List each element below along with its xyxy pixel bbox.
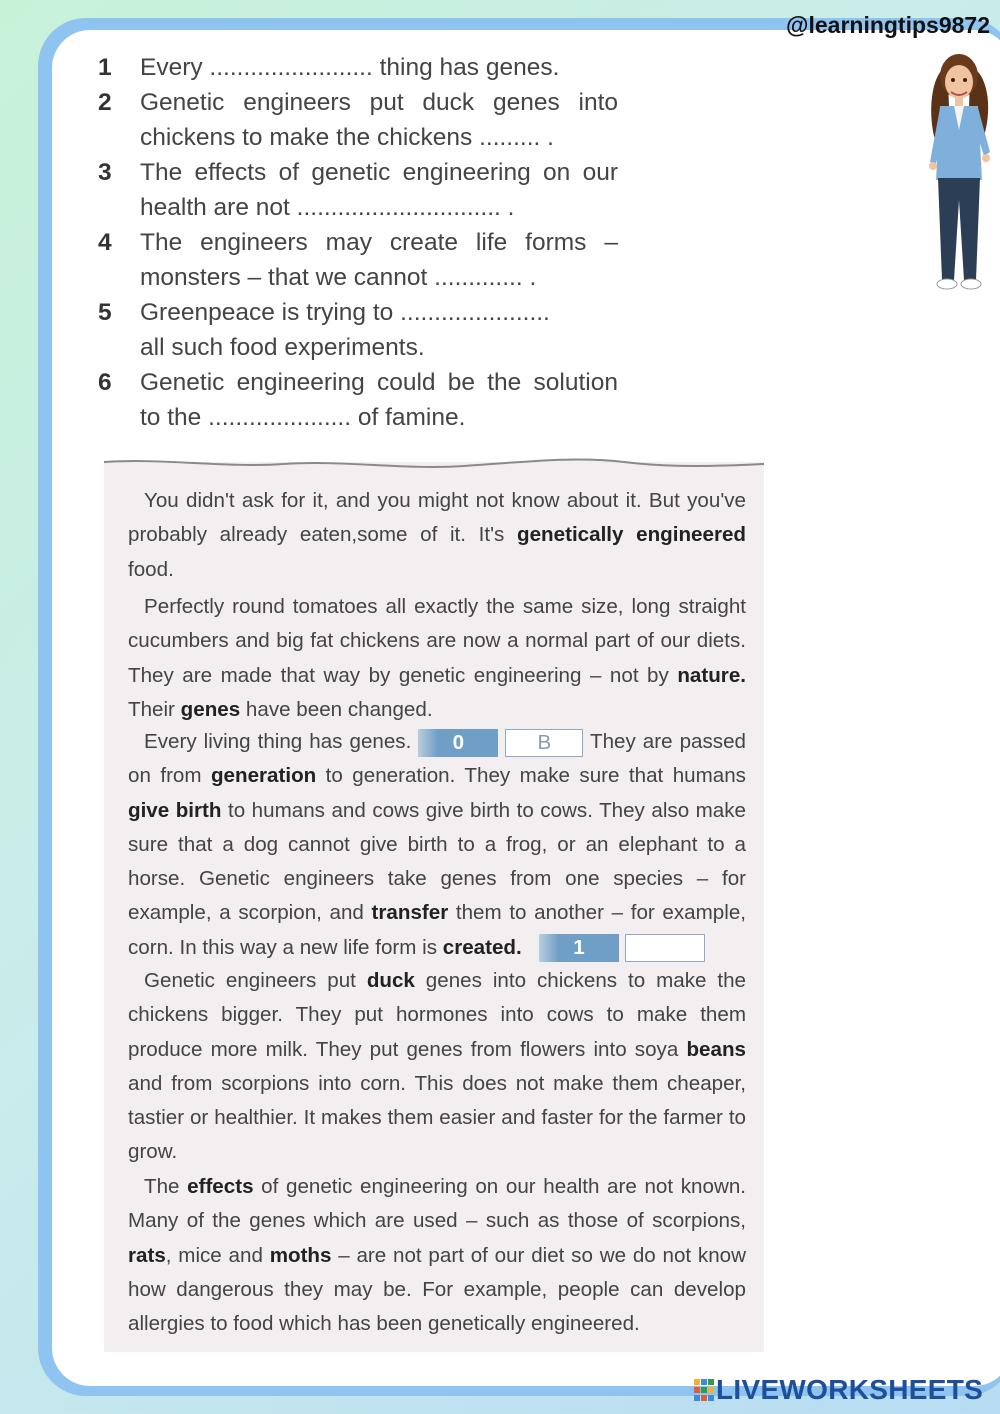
question-text: The engineers may create life forms – monsters – that we cannot ............. . (140, 229, 618, 291)
torn-paper-edge (104, 452, 764, 482)
question-item (98, 365, 618, 435)
question-item (98, 295, 618, 365)
question-text-continued: all such food experiments. (140, 334, 425, 361)
question-number: 5 (98, 299, 112, 326)
answer-box-0[interactable]: B (505, 729, 583, 757)
liveworksheets-logo (694, 1374, 983, 1406)
gap-number-badge: 0 (418, 729, 498, 757)
article-paragraph: Genetic engineers put duck genes into chickens to make the chickens bigger. They put hormones into cows to make them produce more milk. They put genes from flowers into soya beans and from scorpions into corn. This does not make them cheaper, tastier or healthier. It makes them easier and faster for the farmer to grow. (128, 969, 746, 1164)
article-paragraph: You didn't ask for it, and you might not know about it. But you've probably already eaten,some of it. It's genetically engineered food. (128, 489, 746, 581)
question-text: Genetic engineers put duck genes into chickens to make the chickens ......... . (140, 89, 618, 151)
question-item (98, 50, 618, 85)
question-number: 1 (98, 54, 112, 81)
article-paragraph: Perfectly round tomatoes all exactly the same size, long straight cucumbers and big fat chickens are now a normal part of our diets. They are made that way by genetic engineering – not by nature. Their genes have been changed. (128, 595, 746, 721)
logo-grid-icon (694, 1379, 714, 1401)
question-item (98, 155, 618, 225)
question-number: 6 (98, 369, 112, 396)
creator-handle: @learningtips9872 (786, 12, 990, 38)
question-number: 3 (98, 159, 112, 186)
question-text: Genetic engineering could be the solution to the ..................... of famine. (140, 369, 618, 431)
answer-box-1[interactable] (625, 934, 705, 962)
question-item (98, 85, 618, 155)
question-text: Greenpeace is trying to ...................... (140, 299, 550, 326)
question-text: The effects of genetic engineering on our health are not .............................. . (140, 159, 618, 221)
question-item (98, 225, 618, 295)
brand-name: LIVEWORKSHEETS (716, 1374, 984, 1405)
teacher-avatar-illustration (918, 40, 1000, 294)
article-panel (104, 462, 764, 1352)
question-list (98, 50, 618, 435)
article-paragraph: Every living thing has genes. 0 B They are passed on from generation to generation. They make sure that humans give birth to humans and cows give birth to cows. They also make sure that a dog cannot give birth to a frog, or an elephant to a horse. Genetic engineers take genes from one species – for example, a scorpion, and transfer them to another – for example, corn. In this way a new life form is created. 1 (128, 725, 746, 965)
question-number: 4 (98, 229, 112, 256)
question-number: 2 (98, 89, 112, 116)
question-text: Every ........................ thing has genes. (140, 54, 560, 81)
gap-number-badge: 1 (539, 934, 619, 962)
article-paragraph: The effects of genetic engineering on our health are not known. Many of the genes which are used – such as those of scorpions, rats, mice and moths – are not part of our diet so we do not know how dangerous they may be. For example, people can develop allergies to food which has been genetically engineered. (128, 1175, 746, 1336)
